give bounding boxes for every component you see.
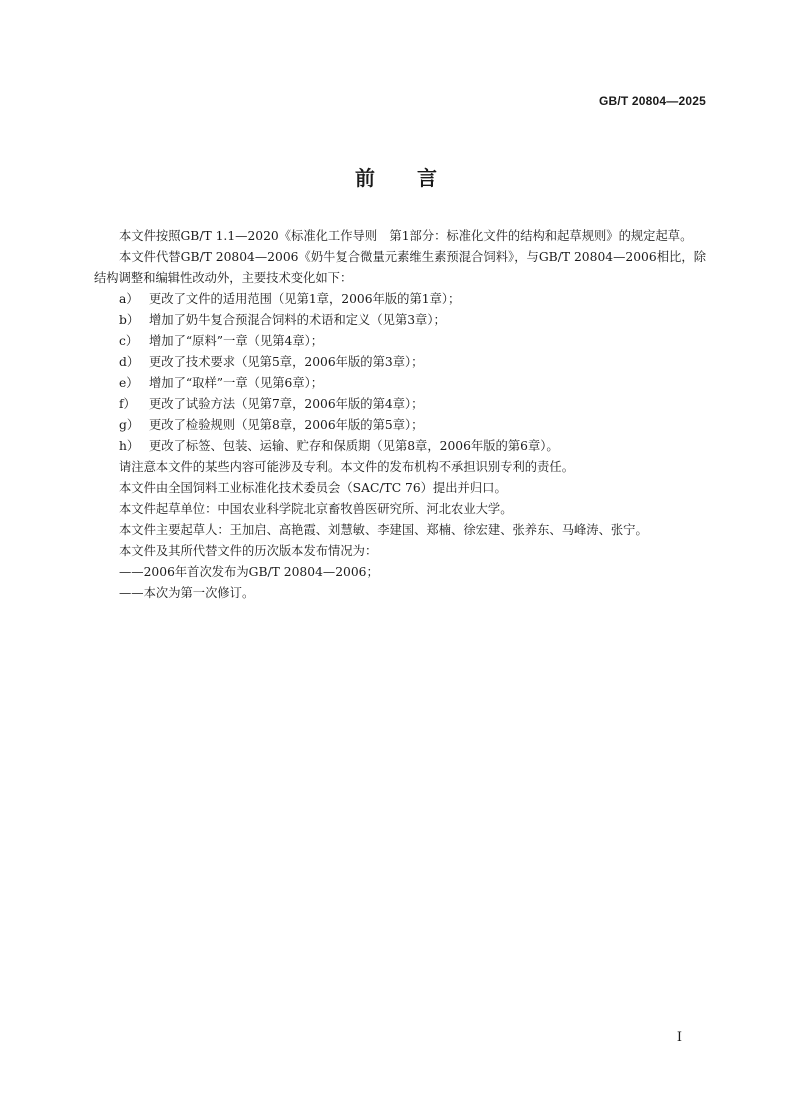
list-item-mark: e） bbox=[119, 376, 139, 390]
list-item bbox=[94, 436, 706, 457]
foreword-body bbox=[94, 226, 706, 604]
list-item bbox=[94, 310, 706, 331]
list-item-text: 更改了标签、包装、运输、贮存和保质期（见第8章，2006年版的第6章）。 bbox=[149, 439, 559, 453]
list-item bbox=[94, 373, 706, 394]
paragraph-drafting-basis: 本文件按照GB/T 1.1—2020《标准化工作导则 第1部分：标准化文件的结构和起草规则》的规定起草。 bbox=[119, 229, 693, 243]
changes-list bbox=[94, 289, 706, 457]
list-item-text: 更改了检验规则（见第8章，2006年版的第5章）； bbox=[149, 418, 424, 432]
list-item-mark: c） bbox=[119, 334, 139, 348]
list-item-mark: b） bbox=[119, 313, 140, 327]
paragraph-history-intro: 本文件及其所代替文件的历次版本发布情况为： bbox=[119, 544, 378, 558]
list-item-text: 更改了文件的适用范围（见第1章，2006年版的第1章）； bbox=[149, 292, 461, 306]
page-title: 前言 bbox=[355, 166, 479, 190]
paragraph-patent-notice: 请注意本文件的某些内容可能涉及专利。本文件的发布机构不承担识别专利的责任。 bbox=[119, 460, 574, 474]
list-item-text: 更改了试验方法（见第7章，2006年版的第4章）； bbox=[149, 397, 424, 411]
list-item-text: 增加了奶牛复合预混合饲料的术语和定义（见第3章）； bbox=[149, 313, 446, 327]
list-item-mark: a） bbox=[119, 292, 139, 306]
list-item-text: 更改了技术要求（见第5章，2006年版的第3章）； bbox=[149, 355, 424, 369]
list-item bbox=[94, 394, 706, 415]
paragraph-drafters: 本文件主要起草人：王加启、高艳霞、刘慧敏、李建国、郑楠、徐宏建、张养东、马峰涛、张宁。 bbox=[119, 523, 648, 537]
history-item: ——2006年首次发布为GB/T 20804—2006； bbox=[119, 565, 379, 579]
history-list bbox=[94, 562, 706, 604]
list-item-mark: g） bbox=[119, 418, 140, 432]
list-item-mark: h） bbox=[119, 439, 140, 453]
history-item: ——本次为第一次修订。 bbox=[119, 586, 255, 600]
list-item bbox=[94, 289, 706, 310]
standard-code: GB/T 20804—2025 bbox=[598, 94, 706, 108]
list-item-text: 增加了“取样”一章（见第6章）； bbox=[149, 376, 324, 390]
list-item bbox=[94, 331, 706, 352]
page-number: I bbox=[676, 1030, 682, 1045]
paragraph-replacement: 本文件代替GB/T 20804—2006《奶牛复合微量元素维生素预混合饲料》，与GB/T 20804—2006相比，除结构调整和编辑性改动外，主要技术变化如下： bbox=[94, 250, 706, 285]
list-item bbox=[94, 415, 706, 436]
paragraph-proposer: 本文件由全国饲料工业标准化技术委员会（SAC/TC 76）提出并归口。 bbox=[119, 481, 507, 495]
paragraph-drafting-unit: 本文件起草单位：中国农业科学院北京畜牧兽医研究所、河北农业大学。 bbox=[119, 502, 513, 516]
list-item-mark: d） bbox=[119, 355, 140, 369]
list-item-mark: f） bbox=[119, 397, 136, 411]
list-item bbox=[94, 352, 706, 373]
list-item-text: 增加了“原料”一章（见第4章）； bbox=[149, 334, 324, 348]
